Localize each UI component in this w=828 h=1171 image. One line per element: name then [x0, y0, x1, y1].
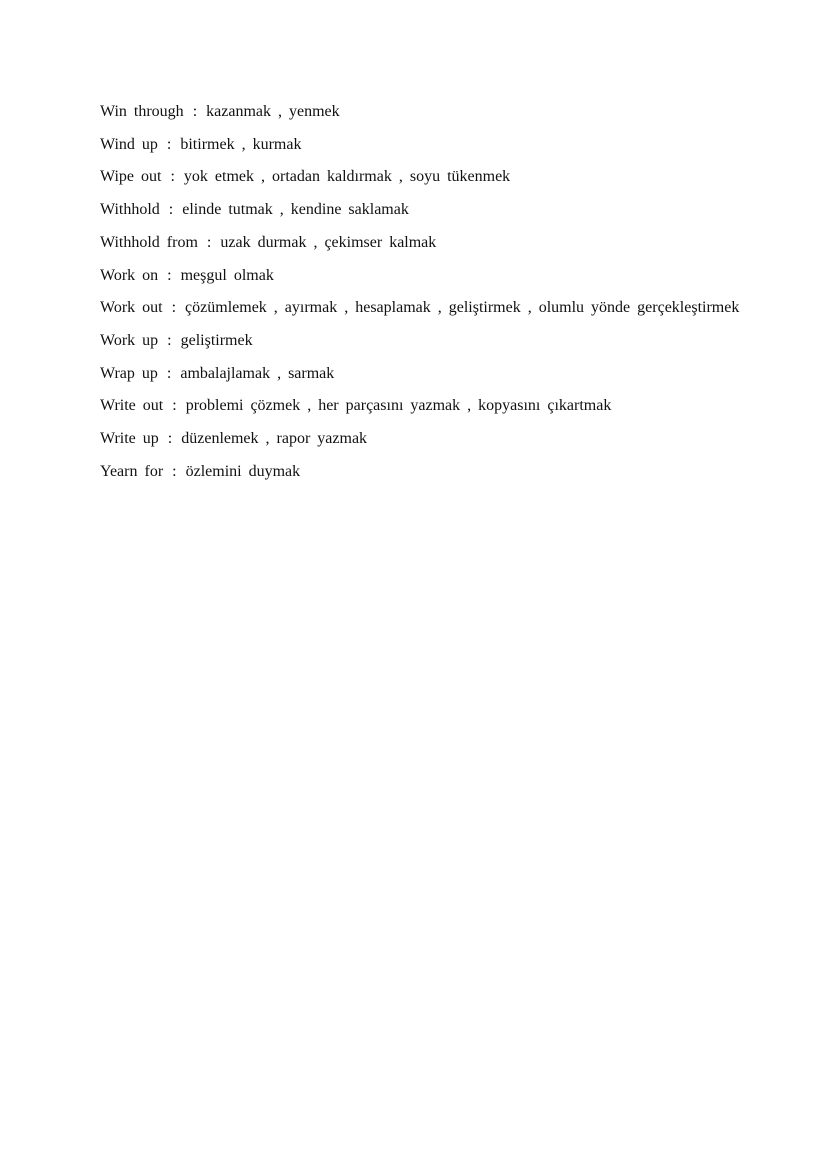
- list-item: [100, 292, 740, 325]
- entry-definition: problemi çözmek , her parçasını yazmak , kopyasını çıkartmak: [185, 397, 612, 415]
- entry-definition: meşgul olmak: [180, 266, 274, 284]
- entry-term: Work on: [100, 266, 159, 284]
- entry-separator: :: [167, 331, 172, 349]
- list-item: [100, 423, 740, 456]
- entry-term: Wind up: [100, 135, 158, 153]
- list-item: [100, 325, 740, 358]
- entry-definition: bitirmek , kurmak: [180, 135, 302, 153]
- entry-definition: ambalajlamak , sarmak: [180, 364, 335, 382]
- entry-term: Wrap up: [100, 364, 158, 382]
- list-item: [100, 358, 740, 391]
- entry-definition: çözümlemek , ayırmak , hesaplamak , geliştirmek , olumlu yönde gerçekleştirmek: [185, 299, 740, 317]
- entry-separator: :: [168, 201, 174, 219]
- entry-separator: :: [171, 299, 177, 317]
- list-item: [100, 227, 740, 260]
- entry-separator: :: [167, 430, 173, 448]
- entry-definition: yok etmek , ortadan kaldırmak , soyu tükenmek: [183, 168, 511, 186]
- entry-separator: :: [206, 233, 212, 251]
- entry-separator: :: [170, 168, 175, 186]
- entry-term: Yearn for: [100, 462, 164, 480]
- entry-term: Write out: [100, 397, 164, 415]
- entry-term: Wipe out: [100, 168, 162, 186]
- entry-separator: :: [192, 103, 198, 120]
- entry-definition: uzak durmak , çekimser kalmak: [220, 233, 437, 251]
- entry-term: Withhold: [100, 201, 160, 219]
- list-item: [100, 161, 740, 194]
- phrasal-verb-list: [100, 96, 740, 488]
- list-item: [100, 456, 740, 489]
- entry-separator: :: [172, 397, 177, 415]
- entry-definition: özlemini duymak: [185, 462, 301, 480]
- entry-definition: kazanmak , yenmek: [206, 103, 340, 120]
- entry-definition: düzenlemek , rapor yazmak: [181, 430, 368, 448]
- entry-definition: geliştirmek: [180, 331, 253, 349]
- list-item: [100, 96, 740, 129]
- entry-term: Work out: [100, 299, 163, 317]
- entry-term: Work up: [100, 331, 159, 349]
- entry-term: Withhold from: [100, 233, 198, 251]
- list-item: [100, 390, 740, 423]
- entry-separator: :: [166, 364, 172, 382]
- entry-separator: :: [172, 462, 177, 480]
- list-item: [100, 260, 740, 293]
- list-item: [100, 194, 740, 227]
- entry-separator: :: [166, 135, 172, 153]
- entry-term: Win through: [100, 103, 184, 120]
- entry-definition: elinde tutmak , kendine saklamak: [182, 201, 409, 219]
- list-item: [100, 129, 740, 162]
- entry-term: Write up: [100, 430, 159, 448]
- entry-separator: :: [167, 266, 172, 284]
